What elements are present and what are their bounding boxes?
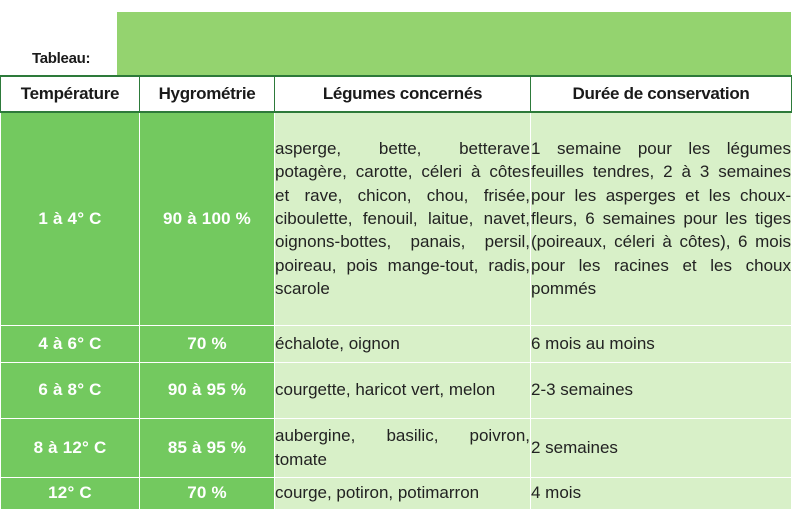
header-row xyxy=(1,76,792,112)
cell-hygrometrie: 90 à 95 % xyxy=(140,362,275,418)
title-tab xyxy=(0,0,117,75)
table-row xyxy=(1,325,792,362)
header-duree: Durée de conservation xyxy=(531,76,792,112)
cell-duree: 2 semaines xyxy=(531,418,792,477)
table-title: Tableau: xyxy=(32,50,91,67)
cell-duree: 4 mois xyxy=(531,477,792,509)
table-row xyxy=(1,418,792,477)
table-row xyxy=(1,477,792,509)
cell-hygrometrie: 85 à 95 % xyxy=(140,418,275,477)
table-row xyxy=(1,362,792,418)
cell-hygrometrie: 70 % xyxy=(140,477,275,509)
header-legumes: Légumes concernés xyxy=(275,76,531,112)
cell-temperature: 6 à 8° C xyxy=(1,362,140,418)
table-row xyxy=(1,112,792,325)
cell-temperature: 1 à 4° C xyxy=(1,112,140,325)
cell-legumes: asperge, bette, betterave potagère, carotte, céleri à côtes et rave, chicon, chou, frisée, ciboulette, fenouil, laitue, navet, oignons-bottes, panais, persil, poireau, pois mange-tout, radis, scarole xyxy=(275,112,531,325)
cell-temperature: 12° C xyxy=(1,477,140,509)
cell-temperature: 8 à 12° C xyxy=(1,418,140,477)
cell-legumes: échalote, oignon xyxy=(275,325,531,362)
cell-legumes: courgette, haricot vert, melon xyxy=(275,362,531,418)
cell-legumes: aubergine, basilic, poivron, tomate xyxy=(275,418,531,477)
conservation-table xyxy=(0,75,792,510)
title-banner xyxy=(0,12,791,75)
header-temperature: Température xyxy=(1,76,140,112)
cell-legumes: courge, potiron, potimarron xyxy=(275,477,531,509)
cell-duree: 1 semaine pour les légumes feuilles tendres, 2 à 3 semaines pour les asperges et les choux-fleurs, 6 semaines pour les tiges (poireaux, céleri à côtes), 6 mois pour les racines et les choux pommés xyxy=(531,112,792,325)
cell-duree: 6 mois au moins xyxy=(531,325,792,362)
cell-hygrometrie: 70 % xyxy=(140,325,275,362)
cell-hygrometrie: 90 à 100 % xyxy=(140,112,275,325)
cell-temperature: 4 à 6° C xyxy=(1,325,140,362)
header-hygrometrie: Hygrométrie xyxy=(140,76,275,112)
cell-duree: 2-3 semaines xyxy=(531,362,792,418)
